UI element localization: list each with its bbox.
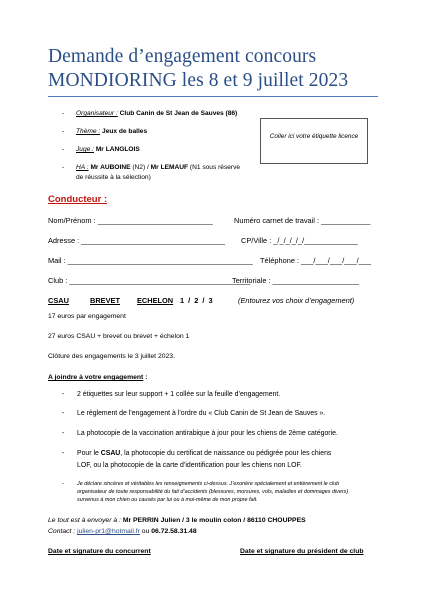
joindre-colon: :: [143, 374, 148, 381]
ha-line: [62, 164, 240, 171]
contact-line: [48, 528, 197, 535]
send-address: Mr PERRIN Julien / 3 le moulin colon / 86110 CHOUPPES: [122, 517, 306, 524]
dash: -: [62, 481, 64, 487]
contact-phone: 06.72.58.31.48: [151, 528, 197, 535]
bullet: -: [62, 391, 65, 398]
dash: -: [62, 128, 65, 135]
declaration-line-1: [62, 481, 339, 487]
theme-value: Jeux de balles: [102, 128, 148, 135]
conducteur-heading: Conducteur :: [48, 194, 108, 205]
club-field[interactable]: Club : ____________________________________________: [48, 276, 251, 285]
item4-bold: CSAU: [100, 450, 121, 457]
list-item-continuation: LOF, ou la photocopie de la carte d’identification pour les chiens non LOF.: [77, 462, 302, 469]
ha-value-2: Mr LEMAUF: [150, 164, 189, 171]
carnet-field[interactable]: Numéro carnet de travail : ____________: [234, 216, 371, 225]
price-line-2: 27 euros CSAU + brevet ou brevet + échelon 1: [48, 333, 190, 340]
dash: -: [62, 146, 65, 153]
juge-value: Mr LANGLOIS: [95, 146, 140, 153]
choice-brevet[interactable]: BREVET: [90, 296, 120, 305]
send-line: [48, 517, 306, 524]
dash: -: [62, 164, 65, 171]
ha-note-line-2: de réussite à la sélection): [76, 174, 151, 181]
organisateur-label: Organisateur :: [76, 110, 118, 117]
nom-prenom-field[interactable]: Nom/Prénom : ____________________________: [48, 216, 213, 225]
list-item: [62, 430, 338, 437]
list-item: [62, 391, 280, 398]
list-item: [62, 410, 325, 417]
theme-label: Thème :: [76, 128, 101, 135]
adresse-field[interactable]: Adresse : ___________________________________: [48, 236, 226, 245]
joindre-heading-text: A joindre à votre engagement: [48, 374, 144, 381]
joindre-heading: [48, 374, 147, 381]
bullet: -: [62, 410, 65, 417]
declaration-text-1: Je déclare sincères et véritables les renseignements ci-dessus. J’exonère spécialement et entièrement le club: [77, 481, 340, 487]
item4-pre: Pour le: [77, 450, 101, 457]
list-item-text: 2 étiquettes sur leur support + 1 collée sur la feuille d’engagement.: [77, 391, 281, 398]
bullet: -: [62, 430, 65, 437]
juge-line: [62, 146, 140, 153]
ha-label: HA :: [76, 164, 89, 171]
contact-email-link[interactable]: julien-pr1@hotmail.fr: [77, 528, 140, 535]
echelon-levels[interactable]: 1 / 2 / 3: [180, 296, 213, 305]
declaration-line-3: survenus à mon chien ou causés par lui ou à moi-même de mon propre fait.: [77, 497, 258, 503]
closing-date: Clôture des engagements le 3 juillet 2023.: [48, 353, 175, 360]
declaration-line-2: organisateur de toute responsabilité du fait d’accidents (blessures, morsures, vols, maladies et dommages divers): [77, 489, 349, 495]
list-item-text: La photocopie de la vaccination antirabique à jour pour les chiens de 2ème catégorie.: [77, 430, 338, 437]
price-line-1: 17 euros par engagement: [48, 313, 126, 320]
ha-note-1: (N1 sous réserve: [189, 164, 241, 171]
territoriale-field[interactable]: Territoriale : _____________________: [232, 276, 359, 285]
cp-ville-field[interactable]: CP/Ville : _/_/_/_/_/_____________: [241, 236, 358, 245]
juge-label: Juge :: [76, 146, 94, 153]
item4-post: , la photocopie du certificat de naissance ou pédigrée pour les chiens: [120, 450, 332, 457]
send-prefix: Le tout est à envoyer à :: [48, 517, 121, 524]
list-item: [62, 450, 331, 457]
choice-echelon[interactable]: ECHELON: [137, 296, 174, 305]
ha-mid: (N2) /: [132, 164, 149, 171]
theme-line: [62, 128, 147, 135]
dash: -: [62, 110, 65, 117]
contact-label: Contact :: [48, 528, 76, 535]
organisateur-value: Club Canin de St Jean de Sauves (86): [119, 110, 238, 117]
signature-president: Date et signature du président de club: [240, 548, 364, 555]
page-title-line-2: MONDIORING les 8 et 9 juillet 2023: [48, 70, 349, 91]
title-rule: [48, 96, 378, 97]
page-title-line-1: Demande d’engagement concours: [48, 46, 317, 67]
ha-value-1: Mr AUBOINE: [90, 164, 131, 171]
signature-concurrent: Date et signature du concurrent: [48, 548, 151, 555]
list-item-text: Le règlement de l’engagement à l’ordre du « Club Canin de St Jean de Sauves ».: [77, 410, 326, 417]
mail-field[interactable]: Mail : _____________________________________________: [48, 256, 253, 265]
telephone-field[interactable]: Téléphone : ___/___/___/___/___: [260, 256, 371, 265]
bullet: -: [62, 450, 65, 457]
organisateur-line: [62, 110, 237, 117]
choices-hint: (Entourez vos choix d’engagement): [238, 296, 355, 305]
choice-csau[interactable]: CSAU: [48, 296, 69, 305]
licence-label-box: [260, 118, 368, 164]
licence-label-text: Coller ici votre étiquette licence: [269, 133, 359, 140]
contact-or: ou: [141, 528, 150, 535]
